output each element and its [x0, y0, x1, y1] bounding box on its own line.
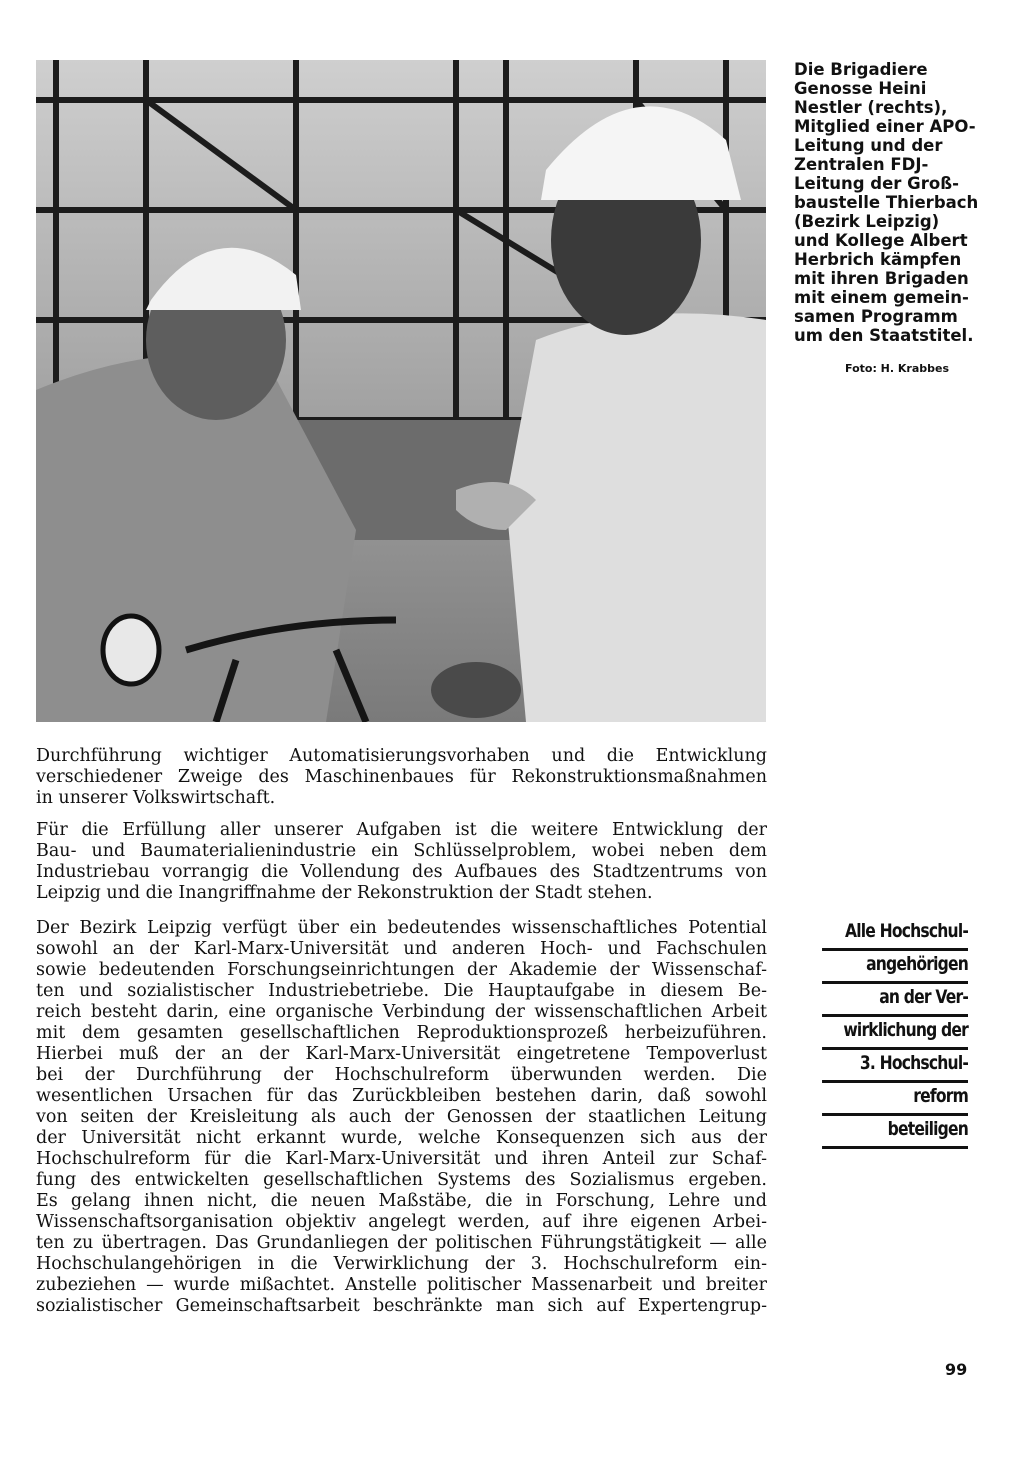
margin-heading-line: beteiligen — [822, 1116, 968, 1149]
text-line: Wissenschaftsorganisation objektiv angelegt werden, auf ihre eigenen Arbei- — [36, 1212, 767, 1232]
text-line: ten zu übertragen. Das Grundanliegen der politischen Führungstätigkeit — alle — [36, 1233, 767, 1253]
photo-construction-workers — [36, 60, 766, 722]
caption-line: mit ihren Brigaden — [794, 269, 969, 288]
text-line: fung des entwickelten gesellschaftlichen Systems des Sozialismus ergeben. — [36, 1170, 767, 1190]
caption-line: (Bezirk Leipzig) — [794, 212, 940, 231]
caption-line: um den Staatstitel. — [794, 326, 974, 345]
text-line: der Universität nicht erkannt wurde, welche Konsequenzen sich aus der — [36, 1128, 767, 1148]
caption-line: samen Programm — [794, 307, 958, 326]
photo-illustration — [36, 60, 766, 722]
margin-heading-line: reform — [822, 1083, 968, 1116]
text-line: Hochschulangehörigen in die Verwirklichung der 3. Hochschulreform ein- — [36, 1254, 767, 1274]
caption-line: Leitung und der — [794, 136, 943, 155]
text-line: mit dem gesamten gesellschaftlichen Reproduktionsprozeß herbeizuführen. — [36, 1023, 767, 1043]
caption-line: Herbrich kämpfen — [794, 250, 962, 269]
text-line: Leipzig und die Inangriffnahme der Rekonstruktion der Stadt stehen. — [36, 883, 653, 903]
text-line: sowie bedeutenden Forschungseinrichtungen der Akademie der Wissenschaf- — [36, 960, 767, 980]
margin-heading-line: Alle Hochschul- — [822, 918, 968, 951]
text-line: sozialistischer Gemeinschaftsarbeit beschränkte man sich auf Expertengrup- — [36, 1296, 767, 1316]
text-line: Der Bezirk Leipzig verfügt über ein bedeutendes wissenschaftliches Potential — [36, 918, 767, 938]
margin-heading-line: an der Ver- — [822, 984, 968, 1017]
margin-heading-line: angehörigen — [822, 951, 968, 984]
photo-credit: Foto: H. Krabbes — [845, 362, 950, 375]
text-line: Es gelang ihnen nicht, die neuen Maßstäbe, die in Forschung, Lehre und — [36, 1191, 767, 1211]
margin-heading-line: 3. Hochschul- — [822, 1050, 968, 1083]
page-number: 99 — [945, 1360, 968, 1379]
text-line: Industriebau vorrangig die Vollendung des Aufbaues des Stadtzentrums von — [36, 862, 767, 882]
text-line: verschiedener Zweige des Maschinenbaues für Rekonstruktionsmaßnahmen — [36, 767, 767, 787]
margin-heading-line: wirklichung der — [822, 1017, 968, 1050]
text-line: Bau- und Baumaterialienindustrie ein Schlüsselproblem, wobei neben dem — [36, 841, 767, 861]
caption-line: und Kollege Albert — [794, 231, 968, 250]
text-line: Für die Erfüllung aller unserer Aufgaben ist die weitere Entwicklung der — [36, 820, 767, 840]
caption-line: Zentralen FDJ- — [794, 155, 929, 174]
text-line: Durchführung wichtiger Automatisierungsvorhaben und die Entwicklung — [36, 746, 767, 766]
margin-heading — [790, 918, 968, 1149]
text-line: Hierbei muß der an der Karl-Marx-Universität eingetretene Tempoverlust — [36, 1044, 767, 1064]
photo-caption — [794, 60, 994, 345]
text-line: reich besteht darin, eine organische Verbindung der wissenschaftlichen Arbeit — [36, 1002, 767, 1022]
text-line: wesentlichen Ursachen für das Zurückbleiben bestehen darin, daß sowohl — [36, 1086, 767, 1106]
text-line: in unserer Volkswirtschaft. — [36, 788, 276, 808]
text-line: bei der Durchführung der Hochschulreform überwunden werden. Die — [36, 1065, 767, 1085]
text-line: Hochschulreform für die Karl-Marx-Universität und ihren Anteil zur Schaf- — [36, 1149, 767, 1169]
text-line: ten und sozialistischer Industriebetriebe. Die Hauptaufgabe in diesem Be- — [36, 981, 767, 1001]
caption-line: mit einem gemein- — [794, 288, 969, 307]
text-line: zubeziehen — wurde mißachtet. Anstelle politischer Massenarbeit und breiter — [36, 1275, 767, 1295]
caption-line: Genosse Heini — [794, 79, 927, 98]
paragraph-1 — [36, 746, 767, 809]
text-line: von seiten der Kreisleitung als auch der Genossen der staatlichen Leitung — [36, 1107, 767, 1127]
paragraph-2 — [36, 820, 767, 904]
caption-line: Mitglied einer APO- — [794, 117, 976, 136]
caption-line: Nestler (rechts), — [794, 98, 948, 117]
caption-line: baustelle Thierbach — [794, 193, 979, 212]
caption-line: Leitung der Groß- — [794, 174, 959, 193]
paragraph-3 — [36, 918, 767, 1317]
text-line: sowohl an der Karl-Marx-Universität und anderen Hoch- und Fachschulen — [36, 939, 767, 959]
caption-line: Die Brigadiere — [794, 60, 928, 79]
